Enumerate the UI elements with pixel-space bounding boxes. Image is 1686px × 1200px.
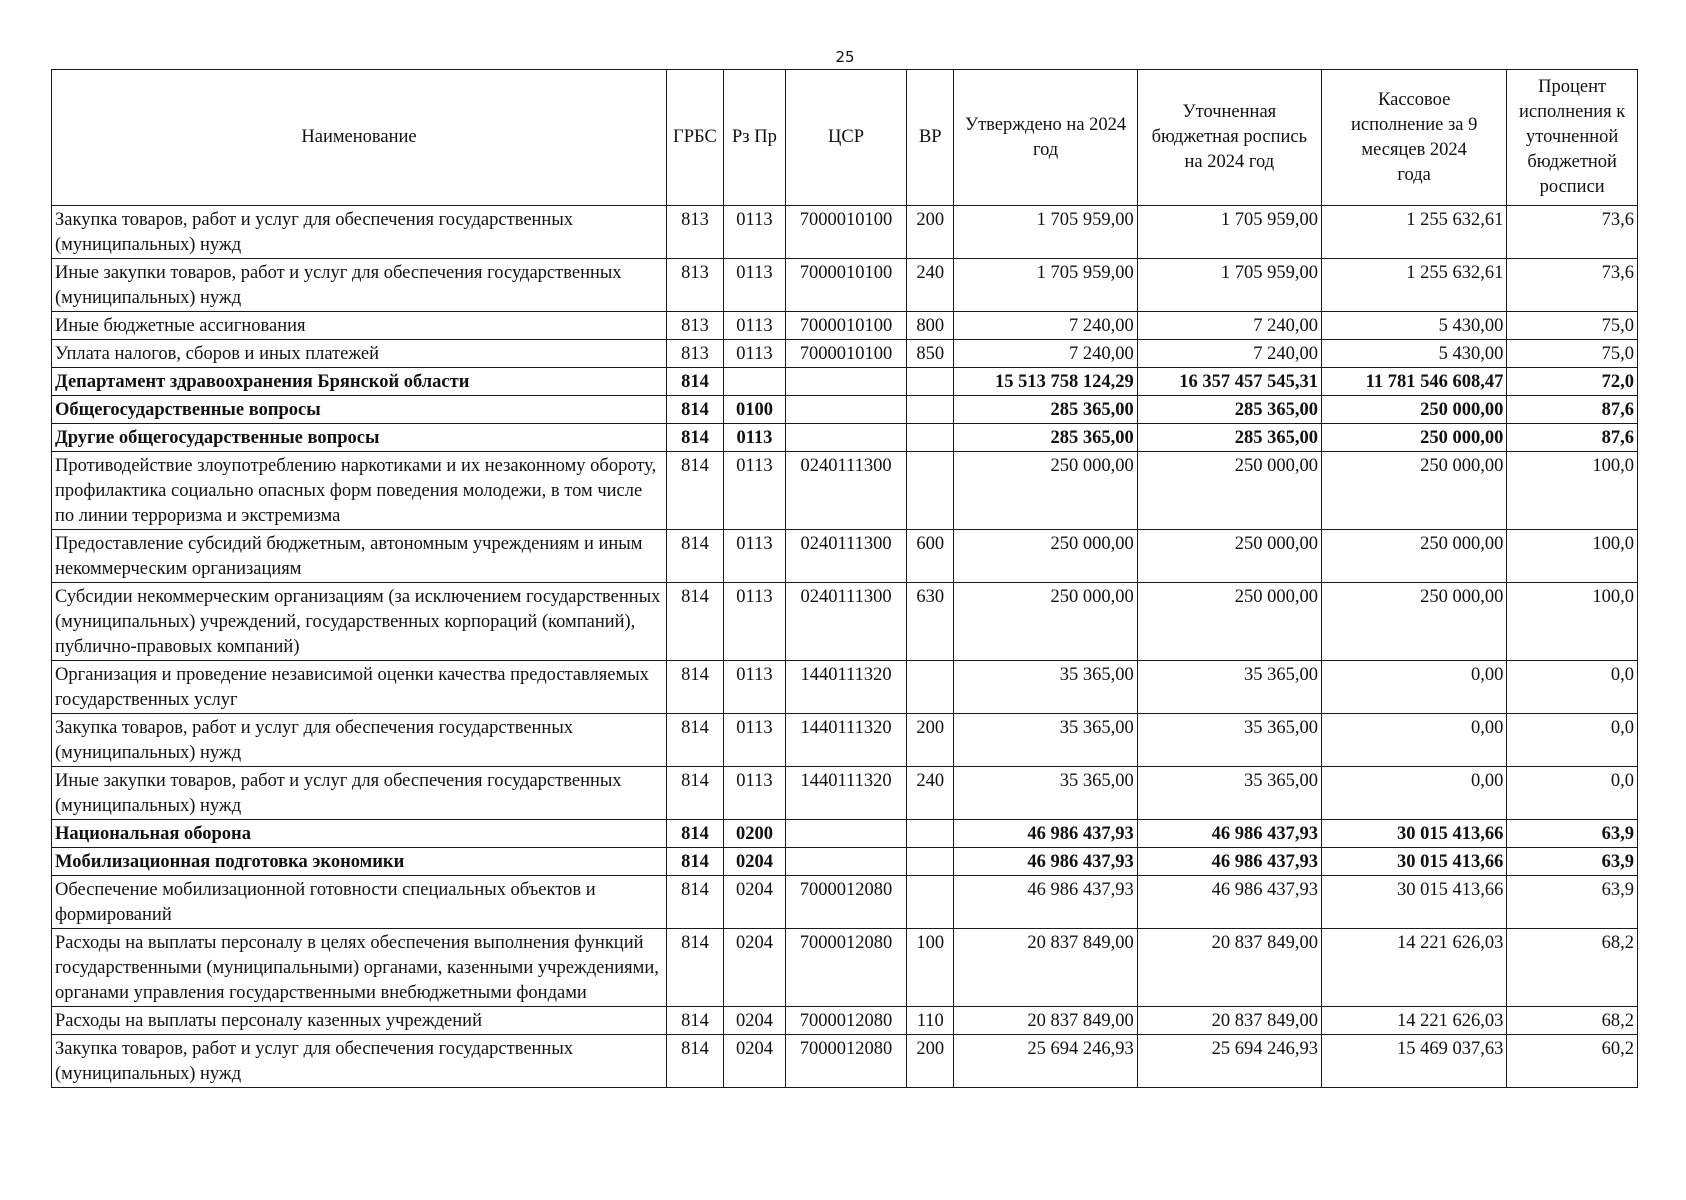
cell-refined: 35 365,00	[1137, 661, 1321, 714]
cell-grbs: 814	[667, 452, 724, 530]
cell-name: Национальная оборона	[52, 820, 667, 848]
cell-grbs: 814	[667, 661, 724, 714]
cell-approved: 35 365,00	[954, 767, 1137, 820]
cell-name: Субсидии некоммерческим организациям (за исключением государственных (муниципальных) учреждений, государственных корпораций (компаний), публично-правовых компаний)	[52, 583, 667, 661]
table-row	[52, 452, 1638, 530]
cell-cash: 0,00	[1321, 714, 1506, 767]
cell-percent: 68,2	[1507, 1007, 1638, 1035]
cell-csr: 7000012080	[786, 1007, 907, 1035]
cell-grbs: 814	[667, 424, 724, 452]
cell-refined: 46 986 437,93	[1137, 876, 1321, 929]
table-row	[52, 1007, 1638, 1035]
cell-csr: 1440111320	[786, 661, 907, 714]
cell-refined: 285 365,00	[1137, 396, 1321, 424]
cell-grbs: 813	[667, 312, 724, 340]
cell-vr	[907, 820, 954, 848]
cell-vr: 240	[907, 767, 954, 820]
header-vr: ВР	[907, 70, 954, 206]
cell-cash: 250 000,00	[1321, 396, 1506, 424]
cell-csr: 7000010100	[786, 259, 907, 312]
cell-grbs: 814	[667, 876, 724, 929]
table-row	[52, 396, 1638, 424]
table-row	[52, 820, 1638, 848]
cell-percent: 0,0	[1507, 714, 1638, 767]
cell-percent: 75,0	[1507, 312, 1638, 340]
cell-name: Расходы на выплаты персоналу в целях обеспечения выполнения функций государственными (муниципальными) органами, казенными учреждениями, органами управления государственными внебюджетными фондами	[52, 929, 667, 1007]
cell-cash: 30 015 413,66	[1321, 848, 1506, 876]
cell-csr	[786, 396, 907, 424]
cell-rzpr: 0113	[723, 340, 785, 368]
cell-approved: 250 000,00	[954, 452, 1137, 530]
cell-refined: 25 694 246,93	[1137, 1035, 1321, 1088]
cell-name: Общегосударственные вопросы	[52, 396, 667, 424]
cell-grbs: 814	[667, 530, 724, 583]
cell-name: Иные бюджетные ассигнования	[52, 312, 667, 340]
cell-cash: 250 000,00	[1321, 452, 1506, 530]
header-grbs: ГРБС	[667, 70, 724, 206]
cell-vr: 200	[907, 1035, 954, 1088]
cell-approved: 46 986 437,93	[954, 876, 1137, 929]
cell-cash: 11 781 546 608,47	[1321, 368, 1506, 396]
cell-percent: 73,6	[1507, 206, 1638, 259]
table-row	[52, 368, 1638, 396]
cell-refined: 1 705 959,00	[1137, 206, 1321, 259]
cell-rzpr: 0204	[723, 876, 785, 929]
table-row	[52, 312, 1638, 340]
cell-name: Организация и проведение независимой оценки качества предоставляемых государственных услуг	[52, 661, 667, 714]
cell-refined: 7 240,00	[1137, 340, 1321, 368]
cell-rzpr: 0100	[723, 396, 785, 424]
cell-approved: 250 000,00	[954, 583, 1137, 661]
cell-csr: 7000010100	[786, 206, 907, 259]
cell-approved: 285 365,00	[954, 396, 1137, 424]
cell-grbs: 814	[667, 1035, 724, 1088]
cell-vr	[907, 396, 954, 424]
cell-grbs: 814	[667, 929, 724, 1007]
cell-cash: 250 000,00	[1321, 424, 1506, 452]
cell-vr	[907, 424, 954, 452]
cell-percent: 68,2	[1507, 929, 1638, 1007]
cell-name: Закупка товаров, работ и услуг для обеспечения государственных (муниципальных) нужд	[52, 206, 667, 259]
cell-grbs: 814	[667, 767, 724, 820]
cell-rzpr: 0113	[723, 661, 785, 714]
cell-vr: 110	[907, 1007, 954, 1035]
cell-vr: 850	[907, 340, 954, 368]
table-header	[52, 70, 1638, 206]
header-csr: ЦСР	[786, 70, 907, 206]
cell-refined: 20 837 849,00	[1137, 1007, 1321, 1035]
table-row	[52, 424, 1638, 452]
cell-refined: 35 365,00	[1137, 767, 1321, 820]
cell-rzpr: 0204	[723, 848, 785, 876]
cell-refined: 250 000,00	[1137, 452, 1321, 530]
cell-name: Закупка товаров, работ и услуг для обеспечения государственных (муниципальных) нужд	[52, 714, 667, 767]
cell-refined: 46 986 437,93	[1137, 820, 1321, 848]
header-row	[52, 70, 1638, 206]
cell-refined: 46 986 437,93	[1137, 848, 1321, 876]
cell-cash: 30 015 413,66	[1321, 820, 1506, 848]
cell-cash: 14 221 626,03	[1321, 1007, 1506, 1035]
cell-cash: 250 000,00	[1321, 583, 1506, 661]
cell-rzpr: 0113	[723, 530, 785, 583]
cell-approved: 20 837 849,00	[954, 1007, 1137, 1035]
cell-csr: 0240111300	[786, 530, 907, 583]
table-row	[52, 1035, 1638, 1088]
table-row	[52, 848, 1638, 876]
cell-percent: 63,9	[1507, 820, 1638, 848]
cell-name: Департамент здравоохранения Брянской области	[52, 368, 667, 396]
table-row	[52, 340, 1638, 368]
cell-cash: 30 015 413,66	[1321, 876, 1506, 929]
cell-approved: 285 365,00	[954, 424, 1137, 452]
cell-cash: 250 000,00	[1321, 530, 1506, 583]
cell-rzpr: 0113	[723, 583, 785, 661]
cell-cash: 5 430,00	[1321, 312, 1506, 340]
cell-percent: 100,0	[1507, 583, 1638, 661]
cell-percent: 100,0	[1507, 530, 1638, 583]
cell-grbs: 814	[667, 583, 724, 661]
cell-rzpr: 0200	[723, 820, 785, 848]
cell-percent: 73,6	[1507, 259, 1638, 312]
cell-name: Противодействие злоупотреблению наркотиками и их незаконному обороту, профилактика социально опасных форм поведения молодежи, в том числе по линии терроризма и экстремизма	[52, 452, 667, 530]
cell-vr: 630	[907, 583, 954, 661]
cell-percent: 63,9	[1507, 876, 1638, 929]
cell-csr: 0240111300	[786, 583, 907, 661]
cell-csr	[786, 820, 907, 848]
cell-name: Мобилизационная подготовка экономики	[52, 848, 667, 876]
cell-approved: 46 986 437,93	[954, 848, 1137, 876]
cell-vr: 600	[907, 530, 954, 583]
cell-cash: 5 430,00	[1321, 340, 1506, 368]
header-cash: Кассовое исполнение за 9 месяцев 2024 года	[1321, 70, 1506, 206]
cell-csr: 7000012080	[786, 929, 907, 1007]
table-row	[52, 530, 1638, 583]
cell-grbs: 813	[667, 340, 724, 368]
cell-csr	[786, 424, 907, 452]
header-name: Наименование	[52, 70, 667, 206]
header-approved: Утверждено на 2024 год	[954, 70, 1137, 206]
cell-csr	[786, 368, 907, 396]
cell-approved: 7 240,00	[954, 312, 1137, 340]
cell-cash: 1 255 632,61	[1321, 259, 1506, 312]
cell-name: Иные закупки товаров, работ и услуг для обеспечения государственных (муниципальных) нужд	[52, 767, 667, 820]
page-number: 25	[835, 48, 855, 66]
cell-rzpr: 0204	[723, 1035, 785, 1088]
cell-csr: 7000010100	[786, 340, 907, 368]
cell-percent: 100,0	[1507, 452, 1638, 530]
cell-name: Закупка товаров, работ и услуг для обеспечения государственных (муниципальных) нужд	[52, 1035, 667, 1088]
cell-vr: 200	[907, 714, 954, 767]
cell-approved: 35 365,00	[954, 661, 1137, 714]
cell-percent: 87,6	[1507, 396, 1638, 424]
cell-percent: 0,0	[1507, 661, 1638, 714]
cell-rzpr: 0113	[723, 312, 785, 340]
cell-rzpr: 0113	[723, 452, 785, 530]
cell-csr: 7000012080	[786, 1035, 907, 1088]
budget-execution-table	[51, 69, 1638, 1088]
cell-rzpr: 0113	[723, 767, 785, 820]
cell-refined: 250 000,00	[1137, 530, 1321, 583]
cell-grbs: 814	[667, 1007, 724, 1035]
cell-grbs: 814	[667, 714, 724, 767]
cell-rzpr	[723, 368, 785, 396]
header-refined: Уточненная бюджетная роспись на 2024 год	[1137, 70, 1321, 206]
cell-refined: 285 365,00	[1137, 424, 1321, 452]
cell-approved: 7 240,00	[954, 340, 1137, 368]
cell-grbs: 814	[667, 848, 724, 876]
cell-csr: 1440111320	[786, 714, 907, 767]
cell-cash: 0,00	[1321, 661, 1506, 714]
cell-refined: 35 365,00	[1137, 714, 1321, 767]
header-rzpr: Рз Пр	[723, 70, 785, 206]
table-row	[52, 206, 1638, 259]
cell-vr: 200	[907, 206, 954, 259]
cell-vr: 100	[907, 929, 954, 1007]
cell-approved: 1 705 959,00	[954, 259, 1137, 312]
cell-vr: 240	[907, 259, 954, 312]
cell-cash: 14 221 626,03	[1321, 929, 1506, 1007]
cell-grbs: 813	[667, 259, 724, 312]
table-row	[52, 929, 1638, 1007]
cell-name: Обеспечение мобилизационной готовности специальных объектов и формирований	[52, 876, 667, 929]
cell-approved: 15 513 758 124,29	[954, 368, 1137, 396]
table-row	[52, 714, 1638, 767]
table-row	[52, 661, 1638, 714]
table-body	[52, 206, 1638, 1088]
cell-csr: 1440111320	[786, 767, 907, 820]
cell-rzpr: 0113	[723, 714, 785, 767]
cell-approved: 250 000,00	[954, 530, 1137, 583]
cell-vr	[907, 452, 954, 530]
cell-csr	[786, 848, 907, 876]
header-percent: Процент исполнения к уточненной бюджетной росписи	[1507, 70, 1638, 206]
cell-approved: 35 365,00	[954, 714, 1137, 767]
table-row	[52, 583, 1638, 661]
cell-csr: 0240111300	[786, 452, 907, 530]
cell-refined: 250 000,00	[1137, 583, 1321, 661]
table-row	[52, 259, 1638, 312]
cell-rzpr: 0113	[723, 259, 785, 312]
cell-approved: 25 694 246,93	[954, 1035, 1137, 1088]
cell-grbs: 814	[667, 368, 724, 396]
cell-rzpr: 0204	[723, 1007, 785, 1035]
cell-percent: 72,0	[1507, 368, 1638, 396]
cell-vr: 800	[907, 312, 954, 340]
cell-approved: 46 986 437,93	[954, 820, 1137, 848]
cell-rzpr: 0113	[723, 206, 785, 259]
cell-rzpr: 0113	[723, 424, 785, 452]
cell-refined: 20 837 849,00	[1137, 929, 1321, 1007]
cell-cash: 0,00	[1321, 767, 1506, 820]
cell-name: Предоставление субсидий бюджетным, автономным учреждениям и иным некоммерческим организациям	[52, 530, 667, 583]
cell-refined: 16 357 457 545,31	[1137, 368, 1321, 396]
cell-grbs: 814	[667, 820, 724, 848]
cell-cash: 1 255 632,61	[1321, 206, 1506, 259]
cell-percent: 87,6	[1507, 424, 1638, 452]
cell-approved: 1 705 959,00	[954, 206, 1137, 259]
cell-rzpr: 0204	[723, 929, 785, 1007]
cell-cash: 15 469 037,63	[1321, 1035, 1506, 1088]
cell-grbs: 814	[667, 396, 724, 424]
cell-vr	[907, 368, 954, 396]
cell-approved: 20 837 849,00	[954, 929, 1137, 1007]
cell-refined: 7 240,00	[1137, 312, 1321, 340]
cell-csr: 7000010100	[786, 312, 907, 340]
table-row	[52, 767, 1638, 820]
cell-name: Иные закупки товаров, работ и услуг для обеспечения государственных (муниципальных) нужд	[52, 259, 667, 312]
cell-vr	[907, 661, 954, 714]
cell-percent: 0,0	[1507, 767, 1638, 820]
cell-grbs: 813	[667, 206, 724, 259]
cell-vr	[907, 848, 954, 876]
table-row	[52, 876, 1638, 929]
cell-name: Уплата налогов, сборов и иных платежей	[52, 340, 667, 368]
cell-csr: 7000012080	[786, 876, 907, 929]
cell-name: Другие общегосударственные вопросы	[52, 424, 667, 452]
cell-percent: 60,2	[1507, 1035, 1638, 1088]
cell-vr	[907, 876, 954, 929]
cell-percent: 75,0	[1507, 340, 1638, 368]
cell-percent: 63,9	[1507, 848, 1638, 876]
cell-name: Расходы на выплаты персоналу казенных учреждений	[52, 1007, 667, 1035]
cell-refined: 1 705 959,00	[1137, 259, 1321, 312]
